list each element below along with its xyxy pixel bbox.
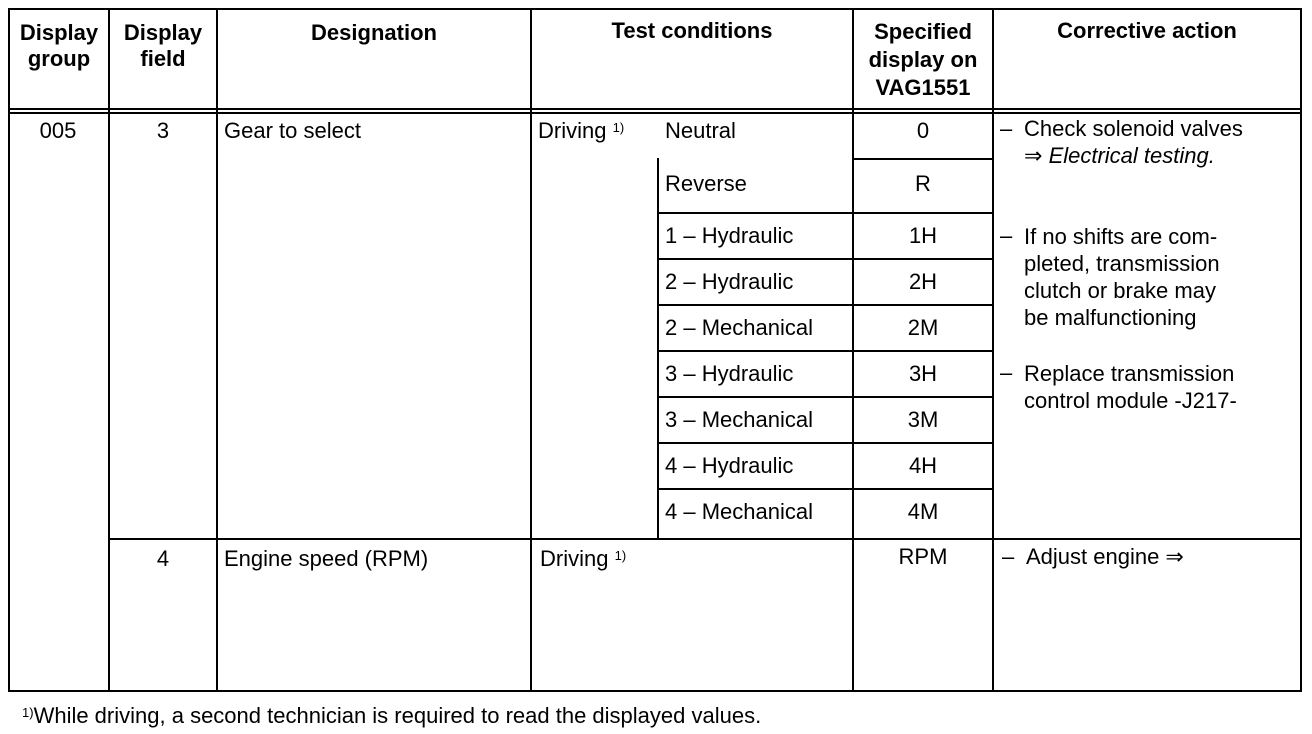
action-dash: – [1000, 116, 1013, 141]
gear-display-value: 0 [916, 118, 930, 143]
gear-display-value: 1H [908, 223, 938, 248]
gear-label: 3 – Hydraulic [665, 361, 794, 386]
footnote-mark: 1) [614, 548, 627, 563]
header-divider-2 [8, 112, 1302, 114]
row-separator [108, 538, 1302, 540]
action-dash: – [1002, 544, 1015, 569]
footnote-mark: 1) [612, 120, 625, 135]
footnote-mark: 1) [22, 705, 34, 720]
col-border-2 [216, 8, 218, 692]
action-check-solenoid: Check solenoid valves [1024, 116, 1243, 141]
cell-designation: Engine speed (RPM) [224, 546, 429, 571]
header-specified-display: Specified display on VAG1551 [868, 19, 978, 100]
gear-label: 3 – Mechanical [665, 407, 813, 432]
gear-row-line [657, 350, 994, 352]
gear-row-line [657, 442, 994, 444]
col-border-left [8, 8, 10, 692]
gear-row-line [852, 158, 994, 160]
header-display-group: Display group [19, 20, 99, 71]
gear-display-value: 4H [908, 453, 938, 478]
gear-display-value: 4M [907, 499, 939, 524]
gear-row-line [657, 212, 994, 214]
col-border-gear [657, 158, 659, 540]
gear-display-value: 3M [907, 407, 939, 432]
col-border-3 [530, 8, 532, 692]
gear-label: Neutral [665, 118, 736, 143]
table-top-border [8, 8, 1302, 10]
action-no-shifts: If no shifts are com- pleted, transmission clutch or brake may be malfunctioning [1024, 224, 1220, 330]
gear-label: 2 – Mechanical [665, 315, 813, 340]
gear-row-line [657, 396, 994, 398]
cell-specified-display: RPM [898, 544, 948, 569]
cell-display-field: 4 [156, 546, 170, 571]
action-replace-module: Replace transmission control module -J217- [1024, 361, 1237, 413]
gear-row-line [657, 258, 994, 260]
header-display-field: Display field [123, 20, 203, 71]
cell-display-group: 005 [39, 118, 77, 143]
action-dash: – [1000, 360, 1013, 385]
gear-display-value: R [915, 171, 931, 196]
col-border-right [1300, 8, 1302, 692]
header-corrective-action: Corrective action [1057, 18, 1237, 43]
arrow-right-icon: ⇒ [1024, 143, 1043, 168]
gear-label: 1 – Hydraulic [665, 223, 794, 248]
action-dash: – [1000, 223, 1013, 248]
action-electrical-testing-link[interactable]: ⇒ Electrical testing. [1024, 143, 1215, 168]
gear-display-value: 3H [908, 361, 938, 386]
cell-test-condition: Driving $^{1)}$ [540, 546, 627, 571]
gear-row-line [657, 488, 994, 490]
cell-display-field: 3 [156, 118, 170, 143]
action-adjust-engine: Adjust engine ⇒ [1026, 544, 1184, 569]
gear-label: Reverse [665, 171, 747, 196]
header-divider [8, 108, 1302, 110]
cell-designation: Gear to select [224, 118, 361, 143]
header-test-conditions: Test conditions [611, 18, 773, 43]
gear-label: 4 – Mechanical [665, 499, 813, 524]
table-bottom-border [8, 690, 1302, 692]
gear-display-value: 2H [908, 269, 938, 294]
footnote: $^{1)}$While driving, a second technician is required to read the displayed values. [22, 703, 762, 728]
col-border-1 [108, 8, 110, 692]
header-designation: Designation [311, 20, 437, 45]
gear-display-value: 2M [907, 315, 939, 340]
cell-test-condition: Driving $^{1)}$ [538, 118, 625, 143]
gear-label: 2 – Hydraulic [665, 269, 794, 294]
gear-row-line [657, 304, 994, 306]
gear-label: 4 – Hydraulic [665, 453, 794, 478]
